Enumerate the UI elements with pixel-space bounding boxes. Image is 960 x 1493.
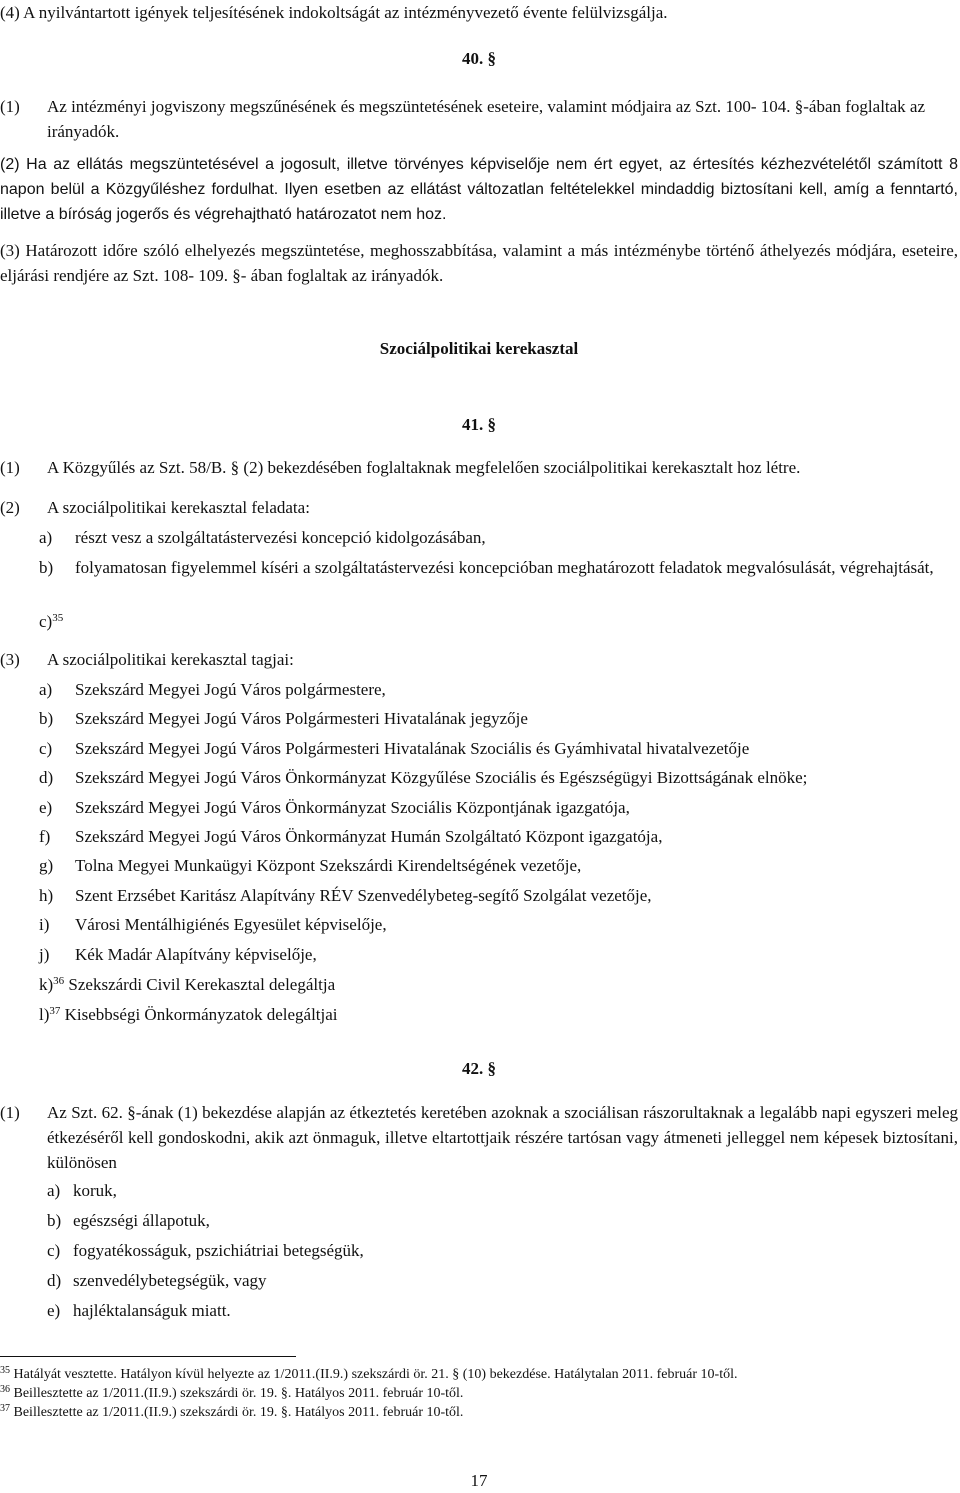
item-text: Tolna Megyei Munkaügyi Központ Szekszárdi Kirendeltségének vezetője, xyxy=(75,856,582,875)
item-text: fogyatékosságuk, pszichiátriai betegségük, xyxy=(73,1241,364,1260)
item-marker: d) xyxy=(39,768,54,787)
paragraph-number: (1) xyxy=(0,1103,20,1122)
footnote-number: 37 xyxy=(0,1403,10,1414)
item-marker: c) xyxy=(47,1241,61,1260)
paragraph-text: Az Szt. 62. §-ának (1) bekezdése alapján az étkeztetés keretében azoknak a szociálisan rászorultaknak a legalább napi egyszeri meleg étkezéséről kell gondoskodni, akik azt önmaguk, illetve eltartottjaik részére tartósan vagy átmeneti jelleggel nem képesek biztosítani, különösen xyxy=(47,1103,958,1172)
item-marker: a) xyxy=(39,680,53,699)
item-text: Szekszárd Megyei Jogú Város polgármestere, xyxy=(75,680,386,699)
item-text: egészségi állapotuk, xyxy=(73,1211,210,1230)
item-text: Kisebbségi Önkormányzatok delegáltjai xyxy=(64,1005,338,1024)
footnote-number: 36 xyxy=(0,1384,10,1395)
footnote-text: Beillesztette az 1/2011.(II.9.) szekszárdi ör. 19. §. Hatályos 2011. február 10-től. xyxy=(13,1386,464,1401)
item-marker: e) xyxy=(39,798,53,817)
item-text: Szekszárd Megyei Jogú Város Önkormányzat Szociális Központjának igazgatója, xyxy=(75,798,630,817)
item-text: hajléktalanságuk miatt. xyxy=(73,1301,231,1320)
item-text: Szekszárd Megyei Jogú Város Önkormányzat Humán Szolgáltató Központ igazgatója, xyxy=(75,827,663,846)
paragraph-text: A szociálpolitikai kerekasztal feladata: xyxy=(47,498,310,517)
item-text: részt vesz a szolgáltatástervezési koncepció kidolgozásában, xyxy=(75,528,486,547)
section-40-heading: 40. § xyxy=(462,49,496,68)
section-41-heading: 41. § xyxy=(462,415,496,434)
paragraph-4-top: (4) A nyilvántartott igények teljesítésének indokoltságát az intézményvezető évente felülvizsgálja. xyxy=(0,3,668,22)
footnote-36 xyxy=(0,1385,463,1403)
section-42-heading: 42. § xyxy=(462,1059,496,1078)
section-40-paragraph-3: (3) Határozott időre szóló elhelyezés megszüntetése, meghosszabbítása, valamint a más intézménybe történő áthelyezés módjára, eseteire, eljárási rendjére az Szt. 108- 109. §- ában foglaltak az irányadók. xyxy=(0,241,958,285)
paragraph-number: (1) xyxy=(0,97,20,116)
item-text: koruk, xyxy=(73,1181,117,1200)
item-marker: c) xyxy=(39,739,53,758)
item-marker: b) xyxy=(47,1211,62,1230)
item-marker: k) xyxy=(39,975,54,994)
footnote-37 xyxy=(0,1404,463,1422)
item-marker: e) xyxy=(47,1301,61,1320)
item-marker: f) xyxy=(39,827,51,846)
footnote-ref-35: 35 xyxy=(52,612,64,624)
item-marker: a) xyxy=(39,528,53,547)
paragraph-number: (3) xyxy=(0,650,20,669)
footnote-number: 35 xyxy=(0,1365,10,1376)
paragraph-number: (1) xyxy=(0,458,20,477)
item-text: Szekszárdi Civil Kerekasztal delegáltja xyxy=(68,975,336,994)
paragraph-text: A Közgyűlés az Szt. 58/B. § (2) bekezdésében foglaltaknak megfelelően szociálpolitikai kerekasztalt hoz létre. xyxy=(47,458,801,477)
item-marker: b) xyxy=(39,558,54,577)
item-marker: a) xyxy=(47,1181,61,1200)
item-text: Szekszárd Megyei Jogú Város Polgármesteri Hivatalának Szociális és Gyámhivatal hivatalvezetője xyxy=(75,739,750,758)
item-marker: l) xyxy=(39,1005,50,1024)
item-text: Városi Mentálhigiénés Egyesület képviselője, xyxy=(75,915,387,934)
item-marker: c) xyxy=(39,612,53,631)
footnote-text: Beillesztette az 1/2011.(II.9.) szekszárdi ör. 19. §. Hatályos 2011. február 10-től. xyxy=(13,1405,464,1420)
item-marker: d) xyxy=(47,1271,62,1290)
section-40-paragraph-2: (2) Ha az ellátás megszüntetésével a jogosult, illetve törvényes képviselője nem ért egyet, az értesítés kézhezvételétől számított 8 napon belül a Közgyűléshez fordulhat. Ilyen esetben az ellátást változatlan feltételekkel mindaddig biztosítani kell, amíg a fenntartó, illetve a bíróság jogerős és végrehajtható határozatot nem hoz. xyxy=(0,156,958,223)
item-marker: h) xyxy=(39,886,54,905)
item-text: Szekszárd Megyei Jogú Város Önkormányzat Közgyűlése Szociális és Egészségügyi Bizottságának elnöke; xyxy=(75,768,808,787)
footnote-text: Hatályát vesztette. Hatályon kívül helyezte az 1/2011.(II.9.) szekszárdi ör. 21. § (10) bekezdése. Hatálytalan 2011. február 10-től. xyxy=(13,1367,738,1382)
paragraph-text: Az intézményi jogviszony megszűnésének és megszüntetésének eseteire, valamint módjaira az Szt. 100- 104. §-ában foglaltak az irányadók. xyxy=(47,97,926,141)
paragraph-text: A szociálpolitikai kerekasztal tagjai: xyxy=(47,650,294,669)
item-text: Szekszárd Megyei Jogú Város Polgármesteri Hivatalának jegyzője xyxy=(75,709,528,728)
item-marker: j) xyxy=(39,945,50,964)
item-marker: i) xyxy=(39,915,50,934)
footnote-separator xyxy=(0,1356,296,1357)
item-marker: b) xyxy=(39,709,54,728)
footnote-ref-36: 36 xyxy=(53,975,65,987)
item-text: Szent Erzsébet Karitász Alapítvány RÉV Szenvedélybeteg-segítő Szolgálat vezetője, xyxy=(75,886,652,905)
item-marker: g) xyxy=(39,856,54,875)
section-title: Szociálpolitikai kerekasztal xyxy=(379,339,579,358)
footnote-ref-37: 37 xyxy=(49,1005,61,1017)
page-number: 17 xyxy=(470,1471,488,1490)
paragraph-number: (2) xyxy=(0,498,20,517)
item-text: folyamatosan figyelemmel kíséri a szolgáltatástervezési koncepcióban meghatározott feladatok megvalósulását, végrehajtását, xyxy=(75,558,934,577)
footnote-35 xyxy=(0,1366,737,1384)
item-text: szenvedélybetegségük, vagy xyxy=(73,1271,267,1290)
item-text: Kék Madár Alapítvány képviselője, xyxy=(75,945,317,964)
